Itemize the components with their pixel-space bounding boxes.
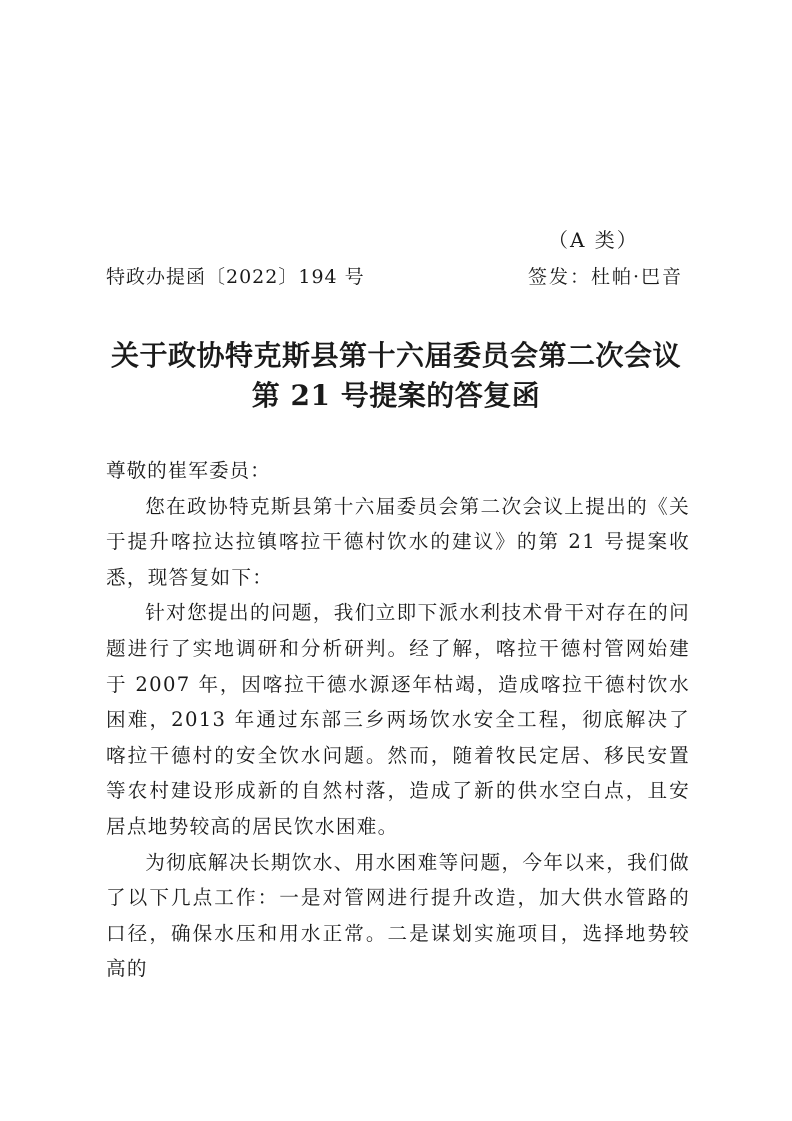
title-line-2: 第 21 号提案的答复函 — [251, 379, 541, 412]
document-title — [100, 336, 692, 416]
paragraph-1: 您在政协特克斯县第十六届委员会第二次会议上提出的《关于提升喀拉达拉镇喀拉干德村饮水的建议》的第 21 号提案收悉，现答复如下： — [106, 494, 690, 589]
document-body — [106, 453, 690, 987]
title-line-1: 关于政协特克斯县第十六届委员会第二次会议 — [110, 339, 681, 372]
document-signer: 签发：杜帕·巴音 — [528, 266, 684, 288]
salutation: 尊敬的崔军委员： — [106, 459, 271, 482]
paragraph-3: 为彻底解决长期饮水、用水困难等问题，今年以来，我们做了以下几点工作：一是对管网进行提升改造，加大供水管路的口径，确保水压和用水正常。二是谋划实施项目，选择地势较高的 — [106, 850, 690, 981]
document-number: 特政办提函〔2022〕194 号 — [106, 266, 365, 288]
paragraph-2: 针对您提出的问题，我们立即下派水利技术骨干对存在的问题进行了实地调研和分析研判。经了解，喀拉干德村管网始建于 2007 年，因喀拉干德水源逐年枯竭，造成喀拉干德村饮水困难，2013 年通过东部三乡两场饮水安全工程，彻底解决了喀拉干德村的安全饮水问题。然而，随着牧民定居、移民安置等农村建设形成新的自然村落，造成了新的供水空白点，且安居点地势较高的居民饮水困难。 — [106, 601, 690, 838]
document-category: （A 类） — [548, 228, 639, 252]
